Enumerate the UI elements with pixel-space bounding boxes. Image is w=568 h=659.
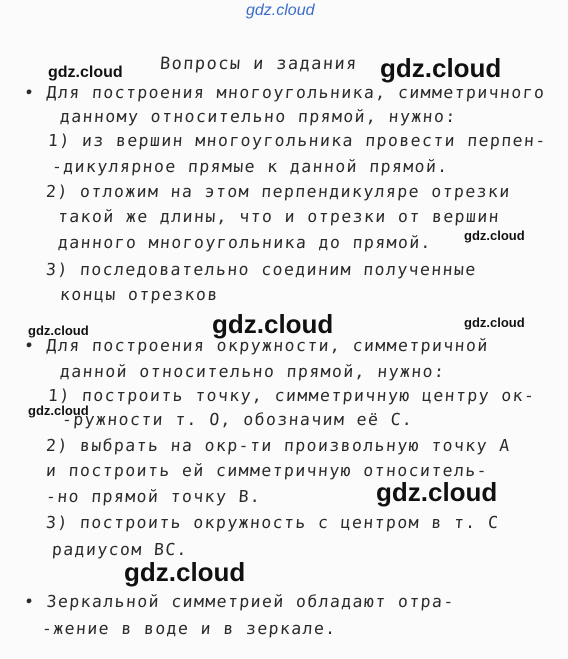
watermark: gdz.cloud — [464, 315, 525, 330]
watermark: gdz.cloud — [380, 53, 502, 83]
watermark: gdz.cloud — [28, 403, 89, 418]
watermark: gdz.cloud — [48, 64, 123, 81]
text-line-20: -жение в воде и в зеркале. — [41, 619, 338, 638]
page-title: Вопросы и задания — [159, 54, 359, 74]
text-line-14: 2) выбрать на окр-ти произвольную точку А — [45, 436, 512, 455]
text-line-4: -дикулярное прямые к данной прямой. — [51, 157, 450, 176]
watermark: gdz.cloud — [464, 228, 525, 243]
text-line-15: и построить ей симметричную относитель- — [45, 461, 489, 480]
text-line-19: • Зеркальной симметрией обладают отра- — [23, 592, 456, 611]
text-line-18: радиусом ВС. — [51, 540, 189, 559]
text-line-8: 3) последовательно соединим полученные — [45, 260, 478, 279]
text-line-16: -но прямой точку В. — [45, 487, 263, 506]
text-line-17: 3) построить окружность с центром в т. С — [45, 513, 501, 532]
text-line-9: концы отрезков — [59, 285, 220, 304]
text-line-5: 2) отложим на этом перпендикуляре отрезки — [45, 182, 512, 201]
text-line-10: • Для построения окружности, симметричной — [23, 336, 490, 355]
watermark-top: gdz.cloud — [246, 2, 315, 19]
text-line-3: 1) из вершин многоугольника провести перпен- — [47, 131, 548, 150]
text-line-12: 1) построить точку, симметричную центру ок- — [47, 386, 537, 405]
text-line-6: такой же длины, что и отрезки от вершин — [57, 207, 501, 226]
watermark: gdz.cloud — [28, 323, 89, 338]
watermark: gdz.cloud — [376, 477, 498, 507]
watermark: gdz.cloud — [124, 557, 246, 587]
watermark: gdz.cloud — [212, 309, 334, 339]
text-line-13: -ружности т. О, обозначим её С. — [61, 410, 415, 429]
text-line-1: • Для построения многоугольника, симметричного — [23, 83, 547, 102]
text-line-2: данному относительно прямой, нужно: — [59, 107, 458, 126]
text-line-7: данного многоугольника до прямой. — [57, 233, 433, 252]
text-line-11: данной относительно прямой, нужно: — [59, 362, 447, 381]
